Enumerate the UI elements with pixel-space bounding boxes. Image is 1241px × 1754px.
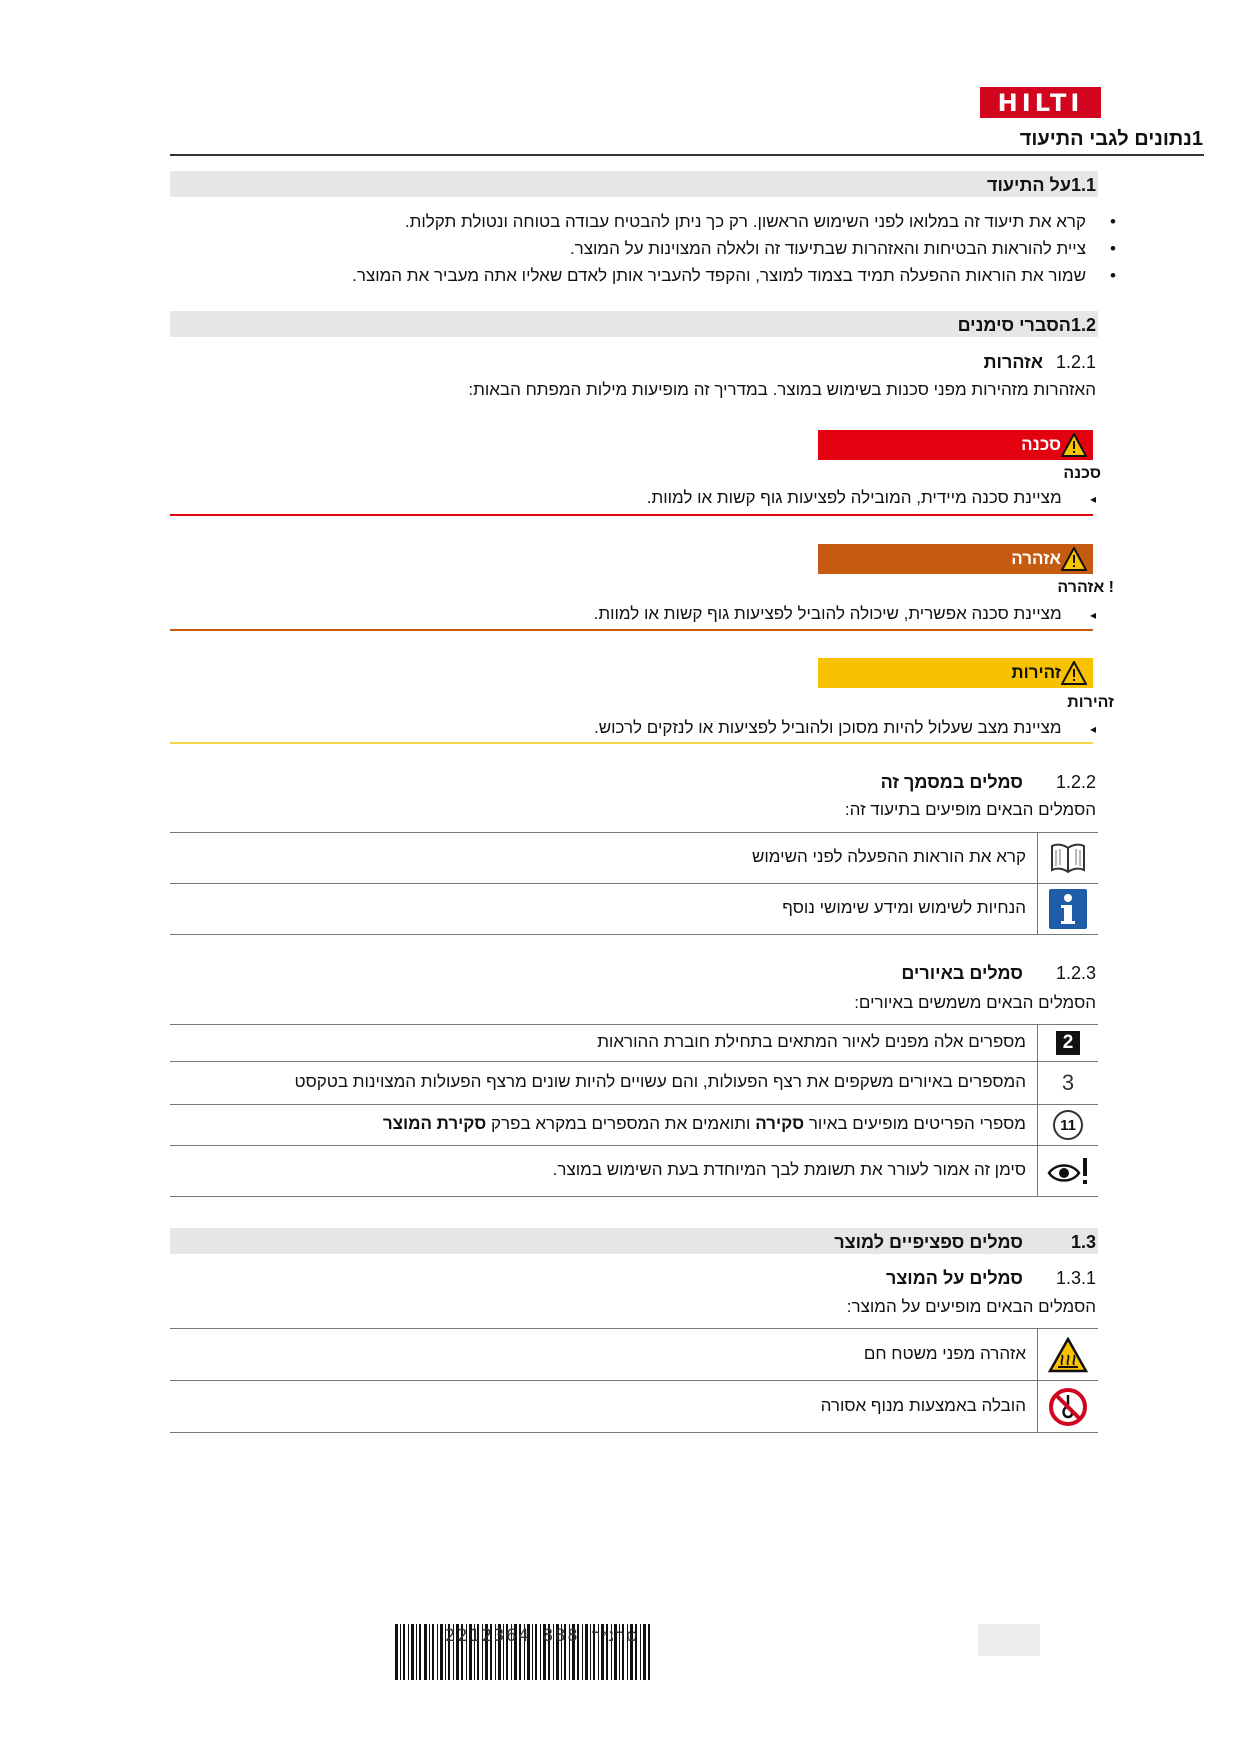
arrow-bullet-icon: ◂ — [1089, 608, 1096, 622]
brand-name: HILTI — [997, 88, 1084, 117]
table-row — [170, 1380, 1098, 1433]
warning-heading: ! אזהרה — [1057, 579, 1114, 596]
subsection-number-1-3-1: 1.3.1 — [1055, 1268, 1096, 1288]
list-item: • ציית להוראות הבטיחות והאזהרות שבתיעוד זה ולאלה המצוינות על המוצר. — [569, 239, 1116, 258]
list-item: • שמור את הוראות ההפעלה תמיד בצמוד למוצר, והקפד להעביר אותן לאדם שאליו אתה מעביר את המוצר. — [352, 266, 1116, 285]
about-doc-bullets — [186, 208, 1116, 289]
danger-banner-label: סכנה — [1021, 435, 1061, 454]
danger-text-row — [647, 488, 1096, 508]
warning-triangle-icon — [1061, 661, 1087, 685]
section-title-1-3: סמלים ספציפיים למוצר — [834, 1232, 1023, 1252]
section-number-1-3: 1.3 — [1070, 1232, 1096, 1252]
warning-triangle-icon — [1061, 433, 1087, 457]
caution-underline — [170, 742, 1093, 744]
caution-banner-label: זהירות — [1011, 663, 1061, 682]
eye-attention-icon — [1037, 1146, 1098, 1196]
subsection-number-1-2-3: 1.2.3 — [1055, 963, 1096, 983]
table-row — [170, 1145, 1098, 1197]
warning-text: מציינת סכנה אפשרית, שיכולה להוביל לפציעות גוף קשות או למוות. — [593, 604, 1062, 623]
subsection-title-1-3-1: סמלים על המוצר — [885, 1268, 1023, 1288]
chapter-title: 1נתונים לגבי התיעוד — [1019, 128, 1203, 150]
caution-text-row — [594, 718, 1096, 738]
danger-banner — [818, 430, 1093, 460]
info-icon — [1037, 884, 1098, 934]
table-row — [170, 832, 1098, 883]
doc-symbols-table — [170, 832, 1098, 935]
doc-symbols-intro: הסמלים הבאים מופיעים בתיעוד זה: — [844, 800, 1096, 819]
page-number-box — [978, 1624, 1040, 1656]
table-row — [170, 1024, 1098, 1061]
subsection-title-1-2-2: סמלים במסמך זה — [880, 772, 1023, 792]
step-number-icon: 3 — [1037, 1062, 1098, 1104]
section-title-1-2: 1.2הסברי סימנים — [957, 315, 1096, 335]
circled-number-icon: 11 — [1037, 1105, 1098, 1145]
hot-surface-text: אזהרה מפני משטח חם — [863, 1344, 1026, 1363]
circled-number-text: מספרי הפריטים מופיעים באיור סקירה ותואמים את המספרים במקרא בפרק סקירת המוצר — [382, 1114, 1026, 1133]
numbered-square-icon: 2 — [1037, 1025, 1098, 1061]
arrow-bullet-icon: ◂ — [1089, 492, 1096, 506]
header-divider — [170, 154, 1204, 156]
section-bar-1-1 — [170, 171, 1098, 197]
warnings-intro: האזהרות מזהירות מפני סכנות בשימוש במוצר. במדריך זה מופיעות מילות המפתח הבאות: — [468, 380, 1096, 399]
warning-banner — [818, 544, 1093, 574]
book-symbol-text: קרא את הוראות ההפעלה לפני השימוש — [751, 847, 1026, 866]
no-hand-lifting-text: הובלה באמצעות מנוף אסורה — [820, 1396, 1026, 1415]
arrow-bullet-icon: ◂ — [1089, 722, 1096, 736]
info-symbol-text: הנחיות לשימוש ומידע שימושי נוסף — [782, 898, 1026, 917]
danger-text: מציינת סכנה מיידית, המובילה לפציעות גוף קשות או למוות. — [646, 488, 1062, 507]
caution-heading: זהירות — [1067, 694, 1114, 711]
section-title-1-1: 1.1על התיעוד — [986, 175, 1096, 195]
table-row — [170, 1328, 1098, 1380]
subsection-number-1-2-1: 1.2.1 — [1055, 352, 1096, 372]
subsection-title-1-2-3: סמלים באיורים — [901, 963, 1023, 983]
warning-text-row — [594, 604, 1096, 624]
subsection-number-1-2-2: 1.2.2 — [1055, 772, 1096, 792]
list-item: • קרא את תיעוד זה במלואו לפני השימוש הראשון. רק כך ניתן להבטיח עבודה בטוחה ונטולת תקלות. — [404, 212, 1116, 231]
figure-symbols-intro: הסמלים הבאים משמשים באיורים: — [854, 993, 1096, 1012]
warning-underline — [170, 629, 1093, 631]
step-number-text: המספרים באיורים משקפים את רצף הפעולות, והם עשויים להיות שונים מרצף הפעולות המצוינות בטקסט — [294, 1072, 1026, 1091]
warning-triangle-icon — [1061, 547, 1087, 571]
table-row — [170, 1104, 1098, 1145]
caution-text: מציינת מצב שעלול להיות מסוכן ולהוביל לפציעות או לנזקים לרכוש. — [594, 718, 1062, 737]
subsection-title-1-2-1: אזהרות — [983, 352, 1043, 372]
barcode-text: 2212364 טרניר 888 — [445, 1626, 639, 1646]
eye-attention-text: סימן זה אמור לעורר את תשומת לבך המיוחדת בעת השימוש במוצר. — [552, 1160, 1026, 1179]
hot-surface-warning-icon — [1037, 1329, 1098, 1380]
warning-banner-label: אזהרה — [1011, 549, 1061, 568]
danger-heading: סכנה — [1063, 465, 1101, 482]
no-hand-lifting-icon — [1037, 1381, 1098, 1432]
hilti-logo — [980, 87, 1101, 118]
danger-underline — [170, 514, 1093, 516]
caution-banner — [818, 658, 1093, 688]
numbered-square-text: מספרים אלה מפנים לאיור המתאים בתחילת חוברת ההוראות — [597, 1032, 1026, 1051]
table-row — [170, 1061, 1098, 1104]
book-icon — [1037, 833, 1098, 883]
table-row — [170, 883, 1098, 935]
figure-symbols-table — [170, 1024, 1098, 1197]
product-symbols-table — [170, 1328, 1098, 1433]
product-symbols-intro: הסמלים הבאים מופיעים על המוצר: — [846, 1297, 1096, 1316]
